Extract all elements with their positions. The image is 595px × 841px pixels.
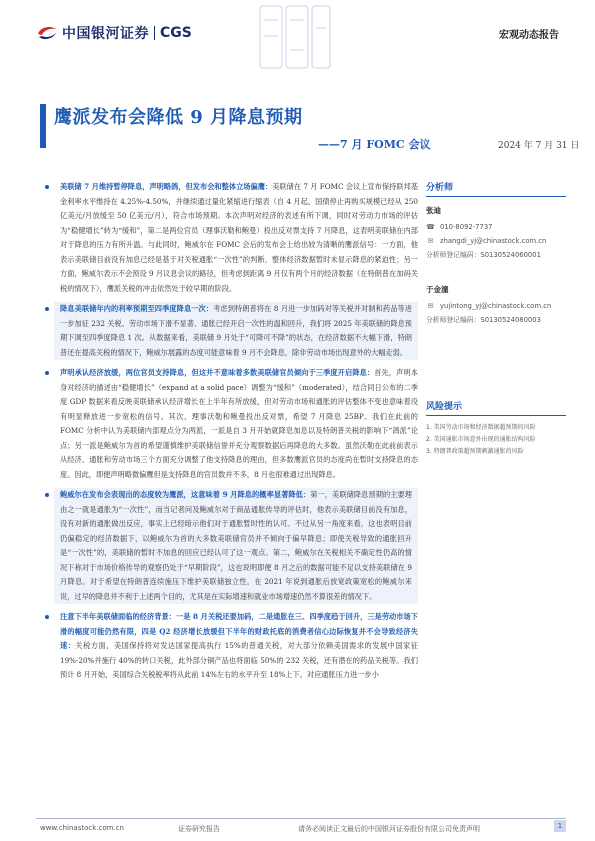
sidebar [426,180,566,458]
analyst-email-row [426,299,566,313]
logo-divider [154,26,155,40]
paragraph-lead: 降息美联储年内的利率预期至四季度降息一次： [60,304,214,313]
report-type: 宏观动态报告 [499,30,559,41]
analyst-email[interactable]: zhangdi_yj@chinastock.com.cn [440,237,547,245]
paragraph-2 [54,302,418,360]
paragraph-body: 首先，声明本身对经济的描述由“稳健增长”（expand at a solid pace）调整为“缓和”（moderated），结合同日公布的二季度 GDP 数据来看反映美联储承认经济增长在上半年有所放缓，但对劳动市场和通胀的评估整体不变也意味着没有明显释放进一步宽松的信号。其次，理事沃勒和鲍曼投出反对票，希望 7 月降息 25BP。我们在此前的 FOMC 分析中认为美联储内部观点分为两派，一派是自 3 月开始就降息加息以及特朗普关税的影响下“鸽派”论点；另一派是鲍威尔为首的希望谨慎维护美联储信誉并充分观察数据后再降息的大多数。虽然沃勒在此前前表示从经济、通胀和劳动市场三个方面充分调整了他支持降息的理由，但多数鹰派官员的态度尚在暂时支持降息的态度。因此，即便声明略微偏鹰但是支持降息的官员数并不多，8 月也很难通过出现降息。 [60,368,418,479]
paragraph-4 [54,488,418,604]
company-logo [36,23,192,43]
analyst-email-row [426,234,566,248]
paragraph-lead: 注意下半年美联储面临的经济背景：一是 8 月关税还要加码，二是通胀在三、四季度趋于回升，三是劳动市场下滑的幅度可能仍然有限，四是 Q2 经济增长放缓但下半年的财政托底的消费者信心边际恢复并不会导致经济失速： [60,612,418,650]
risk-heading: 风险提示 [426,399,566,416]
footer-doc-type: 证券研究报告 [178,825,220,833]
risk-item: 1. 美国劳动市场和经济数据超预期的风险 [426,424,536,431]
logo-text: 中国银河证券 [62,26,149,42]
header-decoration-icon [250,0,336,74]
paragraph-body: 第一，美联储降息预期的主要理由之一就是通胀为“一次性”，而当记者问及鲍威尔对于商品通胀传导的评估时，他表示美联储目前没有加息，没有对新的通胀做出反应，事实上已经暗示他们对于通胀暂时性的认可。不过从另一角度来看，这也表明目前仍偏稳定的经济数据下，以鲍威尔为首的大多数美联储官员并不倾向于偏早降息；即使关税导致的通胀回升是“一次性”的，美联储的暂时不加息的回应已经认可了这一观点。第二，鲍威尔在关税相关不确定性仍高的情况下称对于市场价格传导的观察仍处于“早期阶段”，这也说明即便 8 月之后的数据可能不足以支持美联储在 9 月降息。对于希望在特朗普连续施压下维护美联储独立性，在 2021 年说到通胀后放宽政策宽松的鲍威尔来说，过早的降息并不利于上述两个目的，尤其是在实际增速和就业市场增速仍然不算很差的情况下。 [60,490,412,601]
paragraph-body: 美联储在 7 月 FOMC 会议上宣布保持联邦基金利率水平维持在 4.25%-4.50%，并继续通过量化紧缩进行缩表（自 4 月起，国债停止再购买规模已经从 250 亿美元/月放缓至 50 亿美元/月），符合市场预期。本次声明对经济的表述有所下调，同时对劳动力市场的评估为“稳健增长”转为“缓和”，第二是两位官员（理事沃勒和鲍曼）投出反对票支持 7 月降息，这表明美联储在内部对于降息的压力有所升温。与此同时，鲍威尔在 FOMC 会后的发布会上给出较为清晰的鹰派信号：一方面，他表示美联储目前没有加息已经是基于对关税通胀“一次性”的判断，整体经济数据暂时未显示降息的紧迫性；另一方面，鲍威尔表示不会预设 9 月议息会议的路径，但考虑到距离 9 月仅有两个月的经济数据（在特朗普在加码关税的情况下），鹰派关税的冲击依然处于较早期的阶段。 [60,182,419,293]
logo-swirl-icon [36,24,58,42]
logo-cgs: CGS [160,25,192,41]
bullet-icon [45,371,49,375]
paragraph-body: 考虑到特朗普将在 8 月进一步加码对等关税并对制和药品等进一步加征 232 关税、劳动市场下滑不显著、通胀已经开启一次性的温和回升，我们将 2025 年美联储的降息预期下调至四季度降息 1 次。从数据来看，美联储 9 月处于“可降可不降”的状态，在经济数据不大幅下滑，特朗普还在提高关税的情况下，鲍威尔展露的态度可能意味着 9 月不会降息，除非劳动市场出现意外的大幅走弱。 [60,304,412,357]
title-accent-bar [40,104,46,148]
paragraph-lead: 美联储 7 月维持暂停降息，声明略鸽，但发布会和整体立场偏鹰： [60,182,273,191]
main-content [60,180,418,683]
paragraph-lead: 声明承认经济放缓，两位官员支持降息，但这并不意味着多数美联储官员倾向于三季度开启降息： [60,368,375,377]
page-subtitle: ——7 月 FOMC 会议 [318,138,431,151]
page-number: 1 [554,820,566,832]
bullet-icon [45,493,49,497]
email-icon: ✉ [427,237,434,245]
bullet-icon [45,307,49,311]
risk-list [426,422,566,458]
paragraph-1 [60,180,418,296]
analyst-email[interactable]: yujintong_yj@chinastock.com.cn [440,302,552,310]
analyst-heading: 分析师 [426,180,566,197]
analyst-registration: 分析师登记编码：S0130524060001 [426,251,541,259]
analyst-phone: 010-8092-7737 [440,223,493,231]
analyst-name: 张迪 [426,206,441,215]
paragraph-body: 关税方面，美国保持将对发达国家提高执行 15%的普通关税，对大部分依赖美国需求的发展中国家征 19%-20%并施行 40%的转口关税，此外部分铜产品也将面临 50%的 232 关税，还有潜在的药品关税等。我们预计 8 月开始，美国综合关税税率将从此前 14%左右的水平升至 18%上下。对应通胀压力进一步小 [60,641,418,679]
email-icon: ✉ [427,302,434,310]
bullet-icon [45,615,49,619]
page-title: 鹰派发布会降低 9 月降息预期 [54,107,303,128]
analyst-phone-row [426,220,566,234]
risk-item: 3. 特朗普政策超预期刺激通胀的风险 [426,448,524,455]
paragraph-lead: 鲍威尔在发布会表现出的态度较为鹰派，这意味着 9 月降息的概率显著降低： [60,490,311,499]
analyst-card [426,284,566,327]
analyst-card [426,205,566,262]
paragraph-5 [60,610,418,683]
analyst-name: 于金潼 [426,285,449,294]
page-footer [36,818,566,834]
phone-icon: ☎ [426,223,435,231]
page-header [0,0,595,74]
risk-item: 2. 美国通胀市场意外出现的通胀结构风险 [426,436,536,443]
report-date: 2024 年 7 月 31 日 [498,141,580,151]
bullet-icon [45,185,49,189]
footer-url[interactable]: www.chinastock.com.cn [40,824,124,832]
analyst-registration: 分析师登记编码：S0130524080003 [426,316,541,324]
footer-disclaimer: 请务必阅读正文最后的中国银河证券股份有限公司免责声明 [298,825,480,833]
paragraph-3 [60,366,418,482]
